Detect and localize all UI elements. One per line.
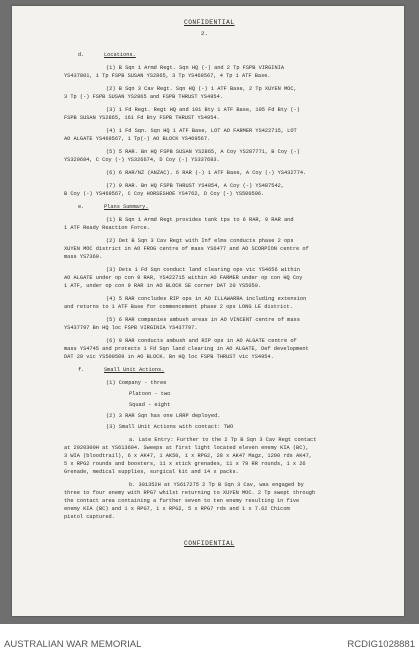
section-e-line: (5) 6 RAR companies ambush areas in AO VINCENT centre of mass — [106, 317, 300, 323]
section-e-title: Plans Summary. — [104, 204, 149, 210]
section-d-line: (5) 5 RAR. Bn HQ FSPB SUSAN YS2865, A Coy YS287771, B Coy (-) — [106, 149, 300, 155]
section-d-line: AO ALGATE YS469567, 1 Tp(-) AO BLOCK YS469567. — [64, 136, 211, 142]
page-number: 2. — [201, 30, 208, 37]
contact-b-line: three to four enemy with RPG7 whilst returning to XUYEN MOC. 2 Tp swept through — [64, 490, 316, 496]
contact-b-line: b. 301352H at YS617275 2 Tp B Sqn 3 Cav, was engaged by — [129, 482, 304, 488]
section-e-line: (3) Dets 1 Fd Sqn conduct land clearing ops vic YS4656 within — [106, 267, 300, 273]
section-d-line: (3) 1 Fd Regt. Regt HQ and 101 Bty 1 ATF Base, 105 Fd Bty (-) — [106, 107, 300, 113]
record-id: RCDIG1028881 — [347, 639, 415, 650]
contact-a-line: 3 WIA (bloodtrail), 6 x AK47, 1 AK50, 1 x RPG2, 28 x AK47 Magz, 1200 rds AK47, — [64, 453, 312, 459]
unit-count-item: Squad - eight — [129, 402, 171, 408]
archive-name: AUSTRALIAN WAR MEMORIAL — [4, 639, 142, 650]
section-e-line: 1 ATF Ready Reaction Force. — [64, 225, 150, 231]
section-d-line: (7) 9 RAR. Bn HQ FSPB THRUST YS4954, A Coy (-) YS487542, — [106, 183, 285, 189]
section-e-line: DAT 20 vic YS500589 in AO BLOCK. Bn HQ loc FSPB THRUST vic YS4954. — [64, 354, 274, 360]
section-e-line: 1 ATF, under op con 9 RAR in AO BLOCK SE corner DAT 20 YS5059. — [64, 283, 262, 289]
section-f-title: Small Unit Actions. — [104, 367, 165, 373]
section-e-line: (1) B Sqn 1 Armd Regt provides tank tps to 6 RAR, 9 RAR and — [106, 217, 294, 223]
section-d-line: (4) 1 Fd Sqn. Sqn HQ 1 ATF Base, LOT AO FARMER YS422715, LOT — [106, 128, 297, 134]
section-e-line: YS437797 Bn HQ loc FSPB VIRGINIA YS437797. — [64, 325, 198, 331]
header-classification: CONFIDENTIAL — [184, 19, 235, 26]
archive-footer-bar — [0, 624, 419, 654]
section-e-line: (6) 9 RAR conducts ambush and RIP ops in AO ALGATE centre of — [106, 338, 297, 344]
footer-classification: CONFIDENTIAL — [184, 540, 235, 547]
document-page — [12, 6, 404, 616]
section-d-line: 3 Tp (-) FSPB SUSAN YS2865 and FSPB THRUST YS4954. — [64, 94, 223, 100]
section-d-line: YS437801, 1 Tp FSPB SUSAN YS2865, 3 Tp YS469567, 4 Tp 1 ATF Base. — [64, 73, 271, 79]
contact-b-line: pistol captured. — [64, 514, 115, 520]
section-e-line: (4) 5 RAR concludes RIP ops in AO ILLAWARRA including extension — [106, 296, 307, 302]
section-e-label: e. — [78, 204, 85, 210]
section-e-line: XUYEN MOC district in AO FROG centre of mass YS6477 and AO SCORPION centre of — [64, 246, 309, 252]
contact-a-line: a. Late Entry: Further to the 2 Tp B Sqn 3 Cav Regt contact — [129, 437, 317, 443]
section-d-line: (2) B Sqn 3 Cav Regt. Sqn HQ (-) 1 ATF Base, 2 Tp XUYEN MOC, — [106, 86, 297, 92]
section-e-line: mass YS4745 and protects 1 Fd Sqn land clearing in AO ALGATE, Def development — [64, 346, 309, 352]
unit-count-item: Platoon - two — [129, 391, 171, 397]
section-d-line: B Coy (-) YS469567, C Coy HORSESHOE YS4762, D Coy (-) YS500596. — [64, 191, 265, 197]
section-d-line: YS329684, C Coy (-) YS326674, D Coy (-) YS337683. — [64, 157, 220, 163]
section-d-line: FSPB SUSAN YS2865, 161 Fd Bty FSPB THRUST YS4954. — [64, 115, 220, 121]
section-e-line: and returns to 1 ATF Base for commencement phase 2 ops LONG LE district. — [64, 304, 293, 310]
contact-b-line: enemy KIA (BC) and 1 x RPG7, 1 x RPG2, 5 x RPG7 rds and 1 x 7.62 Chicom — [64, 506, 290, 512]
section-e-line: mass YS7369. — [64, 254, 103, 260]
unit-count-item: (2) 3 RAR Sqn has one LRRP deployed. — [106, 413, 221, 419]
contact-b-line: the contact area containing a further seven to ten enemy resulting in five — [64, 498, 300, 504]
contact-a-line: 5 x RPG2 rounds and boosters, 11 x stick grenades, 11 x 79 RR rounds, 1 x 26 — [64, 461, 306, 467]
section-e-line: AO ALGATE under op con 9 RAR, YS422715 within AO FARMER under op con HQ Coy — [64, 275, 303, 281]
section-d-line: (1) B Sqn 1 Armd Regt. Sqn HQ (-) and 2 Tp FSPB VIRGINIA — [106, 65, 285, 71]
contact-a-line: at 2920300H at YS613604. Sweeps at first light located eleven enemy KIA (BC), — [64, 445, 309, 451]
unit-count-item: (3) Small Unit Actions with contact: TWO — [106, 424, 234, 430]
unit-count-item: (1) Company - three — [106, 380, 167, 386]
section-e-line: (2) Det B Sqn 3 Cav Regt with Inf elms conducts phase 2 ops — [106, 238, 294, 244]
section-d-title: Locations. — [104, 52, 136, 58]
section-f-label: f. — [78, 367, 85, 373]
contact-a-line: Grenade, medical supplies, surgical kit and 14 x packs. — [64, 469, 239, 475]
section-d-label: d. — [78, 52, 85, 58]
section-d-line: (6) 6 RAR/NZ (ANZAC). 6 RAR (-) 1 ATF Base, A Coy (-) YS432774. — [106, 170, 307, 176]
